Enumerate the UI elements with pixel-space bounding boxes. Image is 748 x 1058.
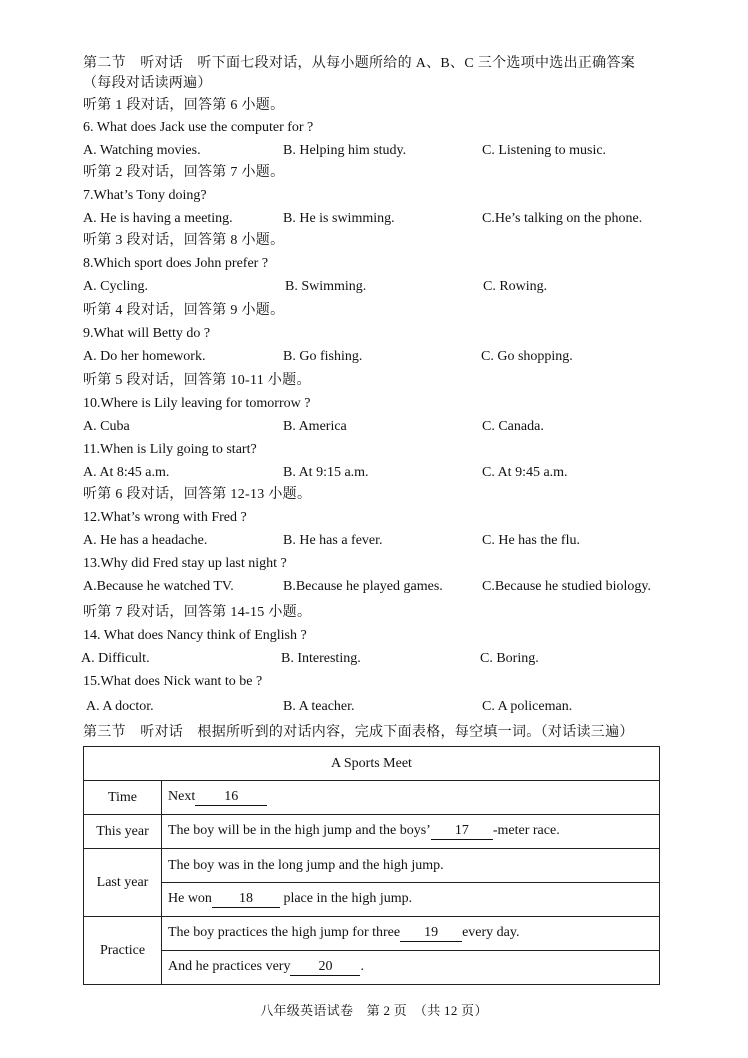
practice-prefix-2: And he practices very	[168, 959, 291, 974]
dialogue-intro-2: 听第 2 段对话，回答第 7 小题。	[83, 165, 285, 180]
q6-option-b: B. Helping him study.	[283, 143, 407, 158]
question-13: 13.Why did Fred stay up last night ?	[83, 556, 287, 571]
q12-option-c: C. He has the flu.	[482, 533, 580, 548]
q8-option-c: C. Rowing.	[483, 279, 548, 294]
blank-20[interactable]: 20	[290, 959, 360, 976]
dialogue-intro-7: 听第 7 段对话，回答第 14-15 小题。	[83, 605, 312, 620]
section2-heading: 第二节 听对话 听下面七段对话，从每小题所给的 A、B、C 三个选项中选出正确答案	[83, 56, 636, 71]
practice-suffix-2: .	[360, 959, 364, 974]
q15-option-c: C. A policeman.	[482, 699, 573, 714]
q11-option-b: B. At 9:15 a.m.	[283, 465, 369, 480]
page-footer: 八年级英语试卷 第 2 页 （共 12 页）	[260, 1003, 488, 1018]
dialogue-intro-4: 听第 4 段对话，回答第 9 小题。	[83, 303, 285, 318]
q7-option-b: B. He is swimming.	[283, 211, 395, 226]
last-year-label: Last year	[84, 849, 162, 917]
q9-option-b: B. Go fishing.	[283, 349, 363, 364]
q10-option-c: C. Canada.	[482, 419, 544, 434]
q8-option-a: A. Cycling.	[83, 279, 148, 294]
this-year-suffix: -meter race.	[492, 823, 560, 838]
q12-option-b: B. He has a fever.	[283, 533, 383, 548]
table-row	[84, 815, 660, 849]
q7-option-a: A. He is having a meeting.	[83, 211, 233, 226]
table-row	[84, 917, 660, 951]
this-year-cell	[162, 815, 660, 849]
q15-option-b: B. A teacher.	[283, 699, 355, 714]
q13-option-c: C.Because he studied biology.	[482, 579, 652, 594]
q14-option-a: A. Difficult.	[81, 651, 150, 666]
q13-option-b: B.Because he played games.	[283, 579, 443, 594]
practice-line1	[162, 917, 660, 951]
section2-heading-note: （每段对话读两遍）	[83, 76, 212, 91]
question-6: 6. What does Jack use the computer for ?	[83, 120, 314, 135]
last-year-suffix: place in the high jump.	[283, 891, 413, 906]
q11-option-c: C. At 9:45 a.m.	[482, 465, 568, 480]
sports-meet-table	[83, 746, 660, 985]
table-title: A Sports Meet	[84, 747, 660, 781]
q7-option-c: C.He’s talking on the phone.	[482, 211, 643, 226]
q14-option-b: B. Interesting.	[281, 651, 361, 666]
blank-19[interactable]: 19	[400, 925, 462, 942]
table-row	[84, 781, 660, 815]
q8-option-b: B. Swimming.	[285, 279, 367, 294]
practice-label: Practice	[84, 917, 162, 985]
last-year-prefix: He won	[168, 891, 212, 906]
time-label: Time	[84, 781, 162, 815]
question-9: 9.What will Betty do ?	[83, 326, 211, 341]
q13-option-a: A.Because he watched TV.	[83, 579, 234, 594]
practice-suffix-1: every day.	[462, 925, 520, 940]
table-row	[84, 951, 660, 985]
dialogue-intro-5: 听第 5 段对话，回答第 10-11 小题。	[83, 373, 311, 388]
q6-option-c: C. Listening to music.	[482, 143, 607, 158]
question-11: 11.When is Lily going to start?	[83, 442, 257, 457]
last-year-line1: The boy was in the long jump and the high jump.	[162, 849, 660, 883]
dialogue-intro-1: 听第 1 段对话，回答第 6 小题。	[83, 98, 285, 113]
question-12: 12.What’s wrong with Fred ?	[83, 510, 247, 525]
this-year-prefix: The boy will be in the high jump and the boys’	[168, 823, 431, 838]
practice-line2	[162, 951, 660, 985]
question-15: 15.What does Nick want to be ?	[83, 674, 263, 689]
q15-option-a: A. A doctor.	[86, 699, 154, 714]
section3-heading: 第三节 听对话 根据所听到的对话内容，完成下面表格，每空填一词。（对话读三遍）	[83, 725, 634, 740]
blank-17[interactable]: 17	[431, 823, 493, 840]
question-8: 8.Which sport does John prefer ?	[83, 256, 269, 271]
question-10: 10.Where is Lily leaving for tomorrow ?	[83, 396, 311, 411]
q9-option-a: A. Do her homework.	[83, 349, 206, 364]
table-row	[84, 883, 660, 917]
blank-16[interactable]: 16	[195, 789, 267, 806]
q12-option-a: A. He has a headache.	[83, 533, 208, 548]
q10-option-b: B. America	[283, 419, 347, 434]
table-row	[84, 747, 660, 781]
this-year-label: This year	[84, 815, 162, 849]
q14-option-c: C. Boring.	[480, 651, 539, 666]
blank-18[interactable]: 18	[212, 891, 280, 908]
time-prefix: Next	[168, 789, 196, 804]
dialogue-intro-3: 听第 3 段对话，回答第 8 小题。	[83, 233, 285, 248]
time-cell	[162, 781, 660, 815]
practice-prefix-1: The boy practices the high jump for three	[168, 925, 401, 940]
q6-option-a: A. Watching movies.	[83, 143, 201, 158]
last-year-cell	[162, 883, 660, 917]
q9-option-c: C. Go shopping.	[481, 349, 573, 364]
q10-option-a: A. Cuba	[83, 419, 130, 434]
question-7: 7.What’s Tony doing?	[83, 188, 207, 203]
question-14: 14. What does Nancy think of English ?	[83, 628, 307, 643]
table-row	[84, 849, 660, 883]
q11-option-a: A. At 8:45 a.m.	[83, 465, 170, 480]
dialogue-intro-6: 听第 6 段对话，回答第 12-13 小题。	[83, 487, 312, 502]
